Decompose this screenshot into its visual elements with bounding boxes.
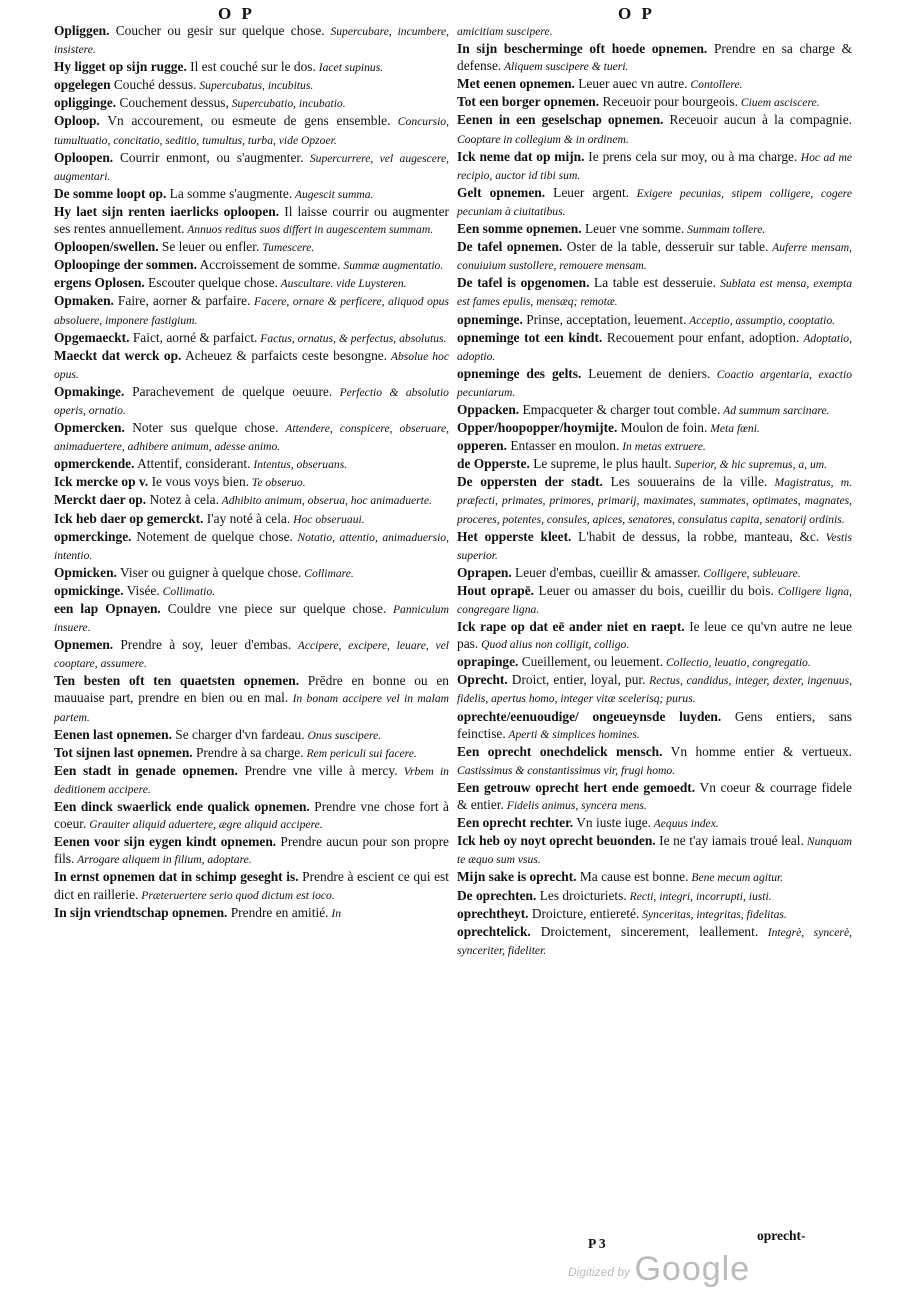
french-definition: Recouement pour enfant, adoption. (602, 329, 800, 345)
latin-definition: Recti, integri, incorrupti, iusti. (626, 889, 772, 903)
latin-definition: Facere, ornare & perficere, aliquod opus absoluere, imponere fastigium. (54, 295, 449, 327)
french-definition: Entasser en moulon. (506, 438, 620, 454)
dictionary-entry (457, 779, 852, 814)
headword: Een getrouw oprecht hert ende gemoedt. (457, 779, 696, 795)
dictionary-entry (54, 455, 449, 473)
french-definition: Viser ou guigner à quelque chose. (116, 564, 302, 580)
latin-definition: Synceritas, integritas, fidelitas. (639, 907, 787, 921)
dictionary-entry (457, 184, 852, 220)
latin-definition: Panniculum insuere. (54, 603, 449, 635)
headword: De tafel is opgenomen. (457, 275, 590, 291)
headword: Ick neme dat op mijn. (457, 148, 585, 164)
latin-definition: Accipere, excipere, leuare, vel cooptare, assumere. (54, 639, 449, 671)
dictionary-entry (54, 238, 449, 256)
headword: Oppacken. (457, 401, 520, 417)
french-definition: Ie vous voys bien. (148, 474, 250, 490)
dictionary-entry (54, 600, 449, 636)
headword: Een oprecht rechter. (457, 815, 574, 831)
latin-definition: Supercubare, incumbere, insistere. (54, 25, 449, 57)
latin-definition: Supercubatus, incubitus. (196, 79, 314, 93)
latin-definition: Arrogare aliquem in filium, adoptare. (74, 853, 252, 867)
headword: opneminge tot een kindt. (457, 329, 603, 345)
dictionary-entry (457, 148, 852, 184)
dictionary-entry (54, 76, 449, 94)
dictionary-entry (457, 274, 852, 310)
latin-definition: Auferre mensam, conuiuium sustollere, remouere mensam. (457, 241, 853, 273)
latin-definition: Onus suscipere. (304, 728, 382, 742)
headword: Een oprecht onechdelick mensch. (457, 743, 663, 759)
headword: de Opperste. (457, 456, 530, 472)
latin-definition: Rectus, candidus, integer, dexter, ingenuus, fidelis, apertus homo, integer vitæ scelerisq; purus. (457, 674, 852, 706)
french-definition: Le supreme, le plus hault. (529, 456, 672, 472)
french-definition: Prendre à sa charge. (192, 744, 304, 760)
dictionary-entry (54, 510, 449, 528)
latin-definition: Supercurrere, vel augescere, augmentari. (54, 151, 449, 183)
headword: Hy ligget op sijn rugge. (54, 59, 187, 75)
latin-definition: Contollere. (687, 78, 743, 92)
french-definition: Ie leue ce qu'vn autre ne leue pas. (457, 619, 852, 652)
dictionary-entry (54, 58, 449, 76)
headword: Tot sijnen last opnemen. (54, 744, 193, 760)
french-definition: I'ay noté à cela. (203, 510, 291, 526)
dictionary-entry (54, 203, 449, 238)
latin-definition: Tumescere. (259, 241, 315, 255)
french-definition: Oster de la table, desseruir sur table. (562, 239, 769, 255)
dictionary-entry (54, 149, 449, 185)
dictionary-entry (457, 93, 852, 111)
french-definition: Ma cause est bonne. (576, 869, 689, 885)
headword: Oploopen. (54, 149, 114, 165)
headword: Oprapen. (457, 564, 512, 580)
headword: Mijn sake is oprecht. (457, 869, 577, 885)
french-definition: Il est couché sur le dos. (186, 59, 316, 75)
french-definition: Acheuez & parfaicts ceste besongne. (181, 347, 388, 363)
latin-definition: Præteruertere serio quod dictum est ioco. (138, 888, 335, 902)
latin-definition: Attendere, conspicere, obseruare, animaduertere, adhibere animum, adesse animo. (54, 422, 449, 454)
latin-definition: Rem periculi sui facere. (303, 746, 417, 760)
french-definition: Les souuerains de la ville. (602, 474, 768, 490)
dictionary-entry (54, 528, 449, 564)
french-definition: Escouter quelque chose. (144, 275, 278, 291)
dictionary-entry (54, 256, 449, 274)
latin-definition: Colligere ligna, congregare ligna. (457, 584, 852, 616)
french-definition: Droictement, sincerement, leallement. (530, 923, 759, 939)
french-definition: Il laisse courrir ou augmenter ses rentes annuellement. (54, 203, 449, 237)
dictionary-entry (54, 636, 449, 672)
latin-definition: Aliquem suscipere & tueri. (501, 60, 629, 74)
latin-definition: Aequus index. (651, 817, 719, 831)
dictionary-entry (457, 329, 852, 365)
french-definition: Parachevement de quelque oeuure. (124, 383, 333, 399)
french-definition: Notement de quelque chose. (131, 528, 293, 544)
french-definition: Couldre vne piece sur quelque chose. (160, 601, 387, 616)
headword: Opper/hoopopper/hoymijte. (457, 420, 618, 436)
dictionary-entry (54, 491, 449, 509)
french-definition: Prinse, acceptation, leuement. (522, 311, 687, 327)
dictionary-entry (54, 347, 449, 383)
dictionary-entry (54, 329, 449, 347)
french-definition: Prēdre en bonne ou en mauuaise part, prendre en bien ou en mal. (54, 673, 449, 706)
headword: In ernst opnemen dat in schimp geseght is. (54, 869, 299, 885)
french-definition: Leuer d'embas, cueillir & amasser. (511, 564, 701, 580)
french-definition: Droicture, entiereté. (528, 905, 640, 921)
dictionary-entry (54, 185, 449, 203)
french-definition: Leuer ou amasser du bois, cueillir du bois. (534, 582, 774, 598)
french-definition: Moulon de foin. (617, 420, 708, 436)
latin-definition: Coactio argentaria, exactio pecuniarum. (457, 367, 853, 399)
headword: Merckt daer op. (54, 492, 147, 508)
french-definition: Vn coeur & courrage fidele & entier. (457, 779, 852, 813)
latin-definition: Annuos reditus suos differt in augescentem summam. (184, 223, 434, 237)
french-definition: Vn homme entier & vertueux. (662, 743, 852, 759)
french-definition: Receuoir pour bourgeois. (599, 94, 738, 110)
french-definition: La table est desseruie. (589, 275, 716, 291)
headword: In sijn vriendtschap opnemen. (54, 904, 228, 920)
latin-definition: amicitiam suscipere. (457, 25, 553, 38)
french-definition: Visée. (123, 582, 160, 598)
latin-definition: Cooptare in collegium & in ordinem. (457, 132, 629, 146)
headword: Opliggen. (54, 23, 110, 38)
dictionary-entry (457, 743, 852, 779)
french-definition: Prendre vne ville à mercy. (237, 762, 398, 778)
latin-definition: Ad summum sarcinare. (720, 403, 830, 417)
dictionary-entry (54, 473, 449, 491)
dictionary-entry (457, 868, 852, 886)
right-column (457, 22, 852, 959)
french-definition: Vn iuste iuge. (573, 815, 652, 831)
headword: Een stadt in genade opnemen. (54, 762, 238, 778)
dictionary-entry (54, 582, 449, 600)
headword: Oploopen/swellen. (54, 239, 159, 255)
dictionary-entry (457, 653, 852, 671)
headword: Opmercken. (54, 420, 125, 436)
headword: opmerckinge. (54, 528, 132, 544)
dictionary-entry (457, 887, 852, 905)
french-definition: Noter sus quelque chose. (124, 420, 279, 436)
french-definition: Prendre en sa charge & defense. (457, 41, 852, 74)
french-definition: Cueillement, ou leuement. (518, 654, 664, 670)
running-head-left: O P (218, 4, 255, 23)
headword: oprechte/eenuoudige/ ongeueynsde luyden. (457, 708, 722, 724)
dictionary-entry (457, 238, 852, 274)
headword: opneminge. (457, 311, 523, 327)
french-definition: Notez à cela. (146, 492, 219, 508)
french-definition: Leuer argent. (545, 184, 630, 200)
watermark-logo: Google (634, 1250, 751, 1288)
latin-definition: Vrbem in deditionem accipere. (54, 764, 449, 796)
headword: opligginge. (54, 95, 117, 111)
french-definition: Leuer auec vn autre. (574, 76, 688, 92)
french-definition: L'habit de dessus, la robbe, manteau, &c. (571, 528, 820, 544)
french-definition: Les droicturiets. (536, 887, 627, 903)
headword: Ick heb daer op gemerckt. (54, 510, 204, 526)
dictionary-entry (457, 528, 852, 564)
latin-definition: Summam tollere. (684, 223, 766, 237)
french-definition: Prendre en amitié. (227, 904, 329, 920)
latin-definition: Quod alius non colligit, colligo. (478, 638, 630, 652)
dictionary-entry (54, 672, 449, 725)
dictionary-entry (457, 111, 852, 147)
latin-definition: Nunquam te æquo sum vsus. (457, 835, 852, 867)
dictionary-entry (54, 904, 449, 922)
dictionary-entry (457, 618, 852, 653)
latin-definition: Aperti & simplices homines. (505, 727, 640, 741)
latin-definition: Vestis superior. (457, 530, 852, 562)
dictionary-entry (457, 582, 852, 618)
french-definition: Se leuer ou enfler. (158, 239, 260, 255)
latin-definition: Exigere pecunias, stipem colligere, cogere pecuniam à ciuitatibus. (457, 186, 853, 218)
headword: Oploopinge der sommen. (54, 257, 197, 273)
headword: Oprecht. (457, 672, 508, 688)
french-definition: La somme s'augmente. (166, 185, 293, 201)
headword: ergens Oplosen. (54, 275, 145, 291)
latin-definition: Castissimus & constantissimus vir, frugi homo. (457, 763, 676, 777)
headword: een lap Opnayen. (54, 601, 161, 616)
headword: De oppersten der stadt. (457, 474, 603, 490)
headword: Oploop. (54, 113, 100, 129)
left-column (54, 22, 449, 922)
latin-definition: Hoc obseruaui. (290, 512, 365, 526)
latin-definition: Adhibito animum, obserua, hoc animaduerte. (218, 494, 432, 508)
french-definition: Attentif, considerant. (134, 456, 251, 472)
latin-definition: Concursio, tumultuatio, concitatio, seditio, tumultus, turba, vide Opzoer. (54, 115, 450, 147)
french-definition: Ie ne t'ay iamais troué leal. (655, 833, 804, 849)
latin-definition: Summæ augmentatio. (340, 259, 444, 273)
headword: Tot een borger opnemen. (457, 94, 600, 110)
latin-definition: Sublata est mensa, exempta est fames epulis, mensæq; remotæ. (457, 277, 853, 309)
headword: De somme loopt op. (54, 185, 167, 201)
headword: Opgemaeckt. (54, 329, 130, 345)
french-definition: Ie prens cela sur moy, ou à ma charge. (584, 148, 798, 164)
headword: Opmaken. (54, 293, 114, 309)
catchword: oprecht- (757, 1228, 806, 1243)
dictionary-entry (457, 365, 852, 401)
headword: opmerckende. (54, 456, 135, 472)
latin-definition: Collectio, leuatio, congregatio. (663, 656, 811, 670)
headword: Eenen in een geselschap opnemen. (457, 112, 664, 128)
french-definition: Droict, entier, loyal, pur. (507, 672, 646, 688)
headword: Opmakinge. (54, 383, 125, 399)
dictionary-entry (54, 112, 449, 148)
latin-definition: Factus, ornatus, & perfectus, absolutus. (257, 331, 447, 345)
french-definition: Courrir enmont, ou s'augmenter. (113, 149, 304, 165)
watermark-prefix: Digitized by (568, 1265, 631, 1279)
headword: Ick heb oy noyt oprecht beuonden. (457, 833, 656, 849)
french-definition: Leuement de deniers. (581, 365, 711, 381)
latin-definition: Colligere, subleuare. (700, 566, 801, 580)
french-definition: Prendre aucun pour son propre fils. (54, 834, 450, 867)
latin-definition: Iacet supinus. (315, 61, 384, 75)
latin-definition: In bonam accipere vel in malam partem. (54, 692, 449, 724)
headword: Het opperste kleet. (457, 528, 572, 544)
headword: opperen. (457, 438, 507, 454)
dictionary-entry (54, 22, 449, 58)
headword: Hout oprapē. (457, 582, 535, 598)
latin-definition: Bene mecum agitur. (688, 871, 784, 885)
latin-definition: In metas extruere. (619, 440, 706, 454)
headword: In sijn bescherminge oft hoede opnemen. (457, 41, 708, 57)
dictionary-entry (54, 564, 449, 582)
dictionary-entry (457, 671, 852, 707)
dictionary-entry (457, 814, 852, 832)
latin-definition: Augescit summa. (292, 187, 374, 201)
french-definition: Couché dessus. (110, 77, 197, 93)
dictionary-entry (54, 94, 449, 112)
latin-definition: Te obseruo. (249, 476, 306, 490)
headword: Opnemen. (54, 637, 114, 653)
headword: Gelt opnemen. (457, 184, 546, 200)
latin-definition: Absolue hoc opus. (54, 349, 450, 381)
running-head-right: O P (618, 4, 655, 23)
latin-definition: Notatio, attentio, animaduersio, intentio. (54, 530, 449, 562)
french-definition: Se charger d'vn fardeau. (171, 726, 305, 742)
french-definition: Coucher ou gesir sur quelque chose. (109, 23, 325, 38)
digitized-watermark (568, 1250, 750, 1289)
headword: Opmicken. (54, 564, 117, 580)
french-definition: Gens entiers, sans feinctise. (457, 708, 852, 741)
headword: Ten besten oft ten quaetsten opnemen. (54, 673, 300, 689)
french-definition: Faire, aorner & parfaire. (113, 293, 251, 309)
headword: Eenen voor sijn eygen kindt opnemen. (54, 834, 277, 850)
dictionary-entry (54, 762, 449, 798)
dictionary-entry (54, 274, 449, 292)
dictionary-entry (457, 437, 852, 455)
latin-definition: Magistratus, m. præfecti, primates, primores, primarij, maximates, summates, optimates, magnates, proceres, potentes, consules, apices, senatores, consulatus capita, senatorij ordinis. (457, 476, 852, 526)
french-definition: Receuoir aucun à la compagnie. (663, 112, 852, 128)
dictionary-entry (54, 292, 449, 328)
headword: Met eenen opnemen. (457, 76, 575, 92)
headword: Een dinck swaerlick ende qualick opnemen. (54, 799, 310, 815)
dictionary-entry (54, 744, 449, 762)
french-definition: Faict, aorné & parfaict. (129, 329, 258, 345)
latin-definition: Meta fœni. (707, 422, 760, 436)
latin-definition: Acceptio, assumptio, cooptatio. (686, 313, 836, 327)
headword: Ick rape op dat eē ander niet en raept. (457, 619, 685, 635)
dictionary-entry (457, 564, 852, 582)
headword: De tafel opnemen. (457, 239, 563, 255)
dictionary-entry (457, 473, 852, 527)
dictionary-entry (54, 726, 449, 744)
dictionary-entry (54, 383, 449, 419)
signature-mark: P 3 (588, 1236, 606, 1251)
dictionary-entry (457, 22, 852, 40)
headword: Hy laet sijn renten iaerlicks oploopen. (54, 203, 280, 219)
french-definition: Prendre vne chose fort à coeur. (54, 799, 449, 832)
headword: Ick mercke op v. (54, 474, 149, 490)
headword: Eenen last opnemen. (54, 726, 172, 742)
dictionary-entry (54, 419, 449, 455)
dictionary-entry (457, 708, 852, 743)
latin-definition: Intentus, obseruans. (250, 458, 348, 472)
latin-definition: Superior, & hic supremus, a, um. (671, 458, 828, 472)
latin-definition: Supercubatio, incubatio. (228, 97, 346, 111)
dictionary-entry (457, 419, 852, 437)
french-definition: Prendre à escient ce qui est dict en raillerie. (54, 869, 449, 902)
latin-definition: Hoc ad me recipio, auctor id tibi sum. (457, 150, 853, 182)
headword: oprapinge. (457, 654, 519, 670)
latin-definition: Auscultare. vide Luysteren. (277, 277, 407, 291)
french-definition: Empacqueter & charger tout comble. (519, 401, 721, 417)
latin-definition: Collimatio. (159, 584, 216, 598)
latin-definition: Integrè, syncerè, synceriter, fideliter. (457, 925, 852, 957)
french-definition: Couchement dessus, (116, 95, 229, 111)
dictionary-entry (457, 75, 852, 93)
dictionary-entry (54, 798, 449, 833)
french-definition: Leuer vne somme. (581, 221, 685, 237)
latin-definition: Grauiter aliquid aduertere, ægre aliquid accipere. (86, 818, 323, 832)
latin-definition: In (328, 906, 342, 920)
french-definition: Vn accourement, ou esmeute de gens ensemble. (99, 113, 391, 129)
dictionary-entry (457, 455, 852, 473)
dictionary-entry (457, 401, 852, 419)
latin-definition: Collimare. (301, 566, 354, 580)
latin-definition: Fidelis animus, syncera mens. (503, 799, 647, 813)
dictionary-entry (457, 905, 852, 923)
french-definition: Accroissement de somme. (196, 257, 341, 273)
dictionary-entry (457, 923, 852, 959)
dictionary-entry (54, 833, 449, 868)
dictionary-entry (457, 40, 852, 75)
dictionary-entry (457, 832, 852, 868)
headword: opgelegen (54, 77, 111, 93)
headword: opmickinge. (54, 582, 124, 598)
dictionary-entry (457, 220, 852, 238)
latin-definition: Perfectio & absolutio operis, ornatio. (54, 385, 449, 417)
latin-definition: Adoptatio, adoptio. (457, 331, 852, 363)
headword: oprechtheyt. (457, 905, 529, 921)
headword: Maeckt dat werck op. (54, 347, 182, 363)
headword: opneminge des gelts. (457, 365, 582, 381)
headword: oprechtelick. (457, 923, 531, 939)
dictionary-entry (457, 311, 852, 329)
latin-definition: Ciuem asciscere. (737, 96, 820, 110)
dictionary-entry (54, 868, 449, 903)
headword: Een somme opnemen. (457, 221, 582, 237)
french-definition: Prendre à soy, leuer d'embas. (113, 637, 292, 653)
headword: De oprechten. (457, 887, 537, 903)
